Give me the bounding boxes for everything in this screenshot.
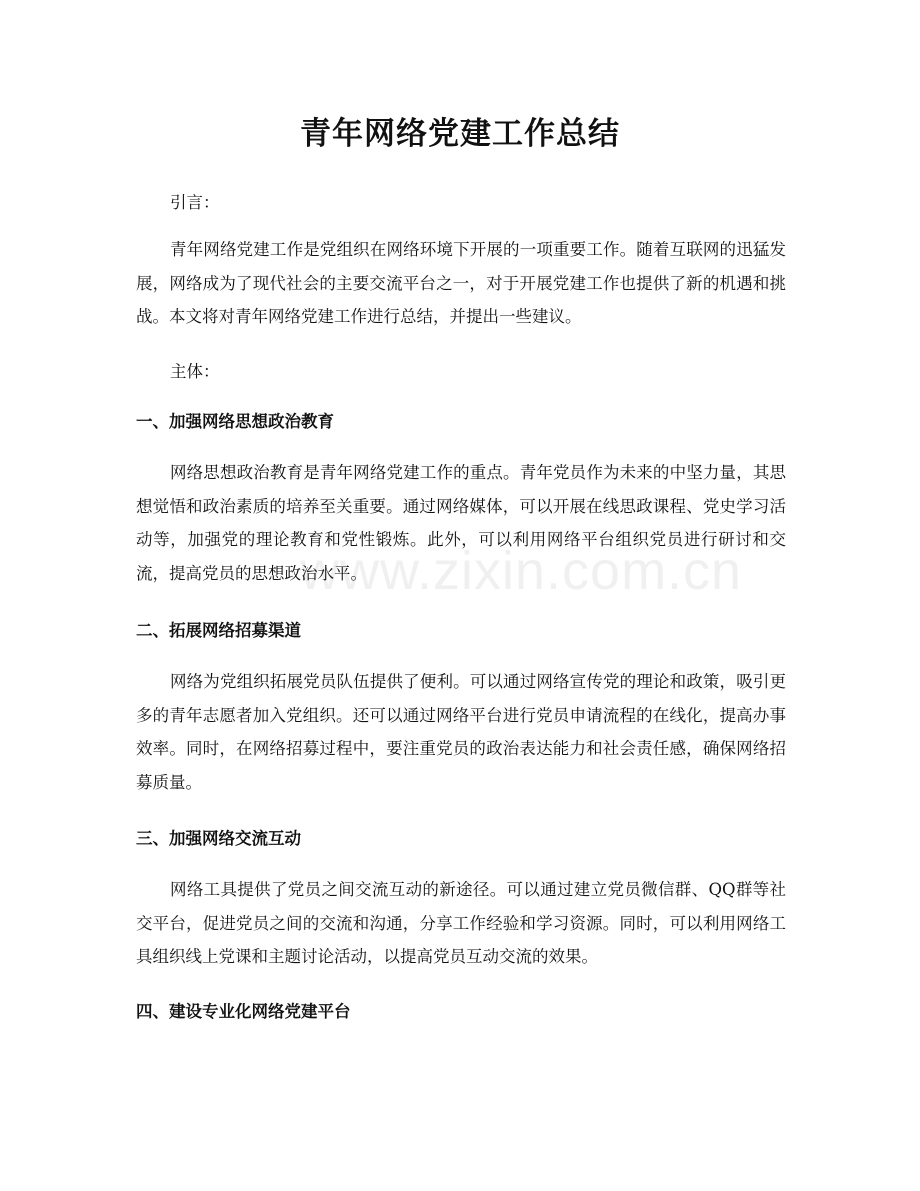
- intro-label: 引言：: [170, 193, 220, 212]
- section-paragraph-3: 网络工具提供了党员之间交流互动的新途径。可以通过建立党员微信群、QQ群等社交平台，促进党员之间的交流和沟通，分享工作经验和学习资源。同时，可以利用网络工具组织线上党课和主题讨论活动，以提高党员互动交流的效果。: [136, 880, 786, 966]
- section-heading-3: 三、加强网络交流互动: [136, 829, 301, 848]
- section-paragraph-1: 网络思想政治教育是青年网络党建工作的重点。青年党员作为未来的中坚力量，其思想觉悟和政治素质的培养至关重要。通过网络媒体，可以开展在线思政课程、党史学习活动等，加强党的理论教育和党性锻炼。此外，可以利用网络平台组织党员进行研讨和交流，提高党员的思想政治水平。: [136, 463, 786, 583]
- intro-paragraph: 青年网络党建工作是党组织在网络环境下开展的一项重要工作。随着互联网的迅猛发展，网络成为了现代社会的主要交流平台之一，对于开展党建工作也提供了新的机遇和挑战。本文将对青年网络党建工作进行总结，并提出一些建议。: [136, 240, 786, 326]
- section-heading-1: 一、加强网络思想政治教育: [136, 412, 334, 431]
- watermark: www.zixin.com.cn: [300, 541, 743, 601]
- document-title: 青年网络党建工作总结: [300, 116, 620, 152]
- section-heading-4: 四、建设专业化网络党建平台: [136, 1002, 351, 1021]
- section-paragraph-2: 网络为党组织拓展党员队伍提供了便利。可以通过网络宣传党的理论和政策，吸引更多的青年志愿者加入党组织。还可以通过网络平台进行党员申请流程的在线化，提高办事效率。同时，在网络招募过程中，要注重党员的政治表达能力和社会责任感，确保网络招募质量。: [136, 672, 786, 792]
- section-heading-2: 二、拓展网络招募渠道: [136, 621, 301, 640]
- main-label: 主体：: [170, 362, 220, 381]
